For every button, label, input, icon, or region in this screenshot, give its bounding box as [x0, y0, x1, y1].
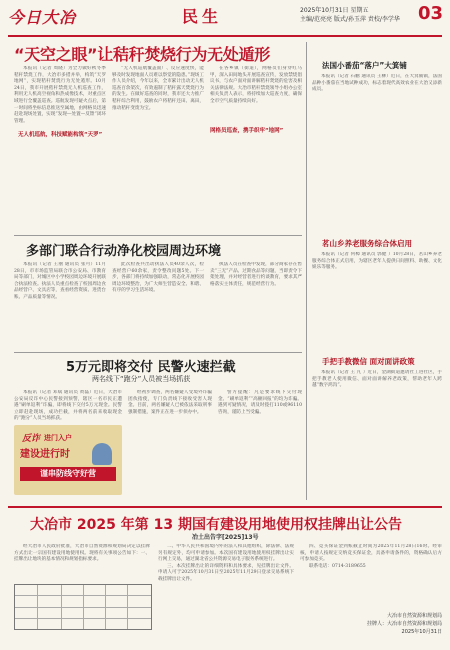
table-col-line — [105, 585, 106, 629]
notice-headline: 大冶市 2025 年第 13 期国有建设用地使用权挂牌出让公告 — [30, 517, 402, 533]
section-divider — [14, 235, 302, 236]
notice-body-1: 经大冶市人民政府批准，大冶市自然资源和规划局决定以挂牌方式出让一宗国有建设用地使用权。现将有关事项公告如下：一、挂牌出让地块的基本情况和规划指标要求。 — [14, 544, 150, 563]
notice-column-3 — [300, 544, 442, 606]
police-figure-icon — [92, 443, 112, 465]
story2-column-1 — [14, 262, 106, 348]
story3-column-2 — [128, 390, 212, 500]
lead-headline: “天空之眼”让秸秆焚烧行为无处遁形 — [14, 45, 270, 64]
promo-line-3: 建设进行时 — [20, 449, 70, 460]
story2-body-1: 本报讯（记者 王丽 通讯员 张可）11月28日，市市场监管局联合市公安局、市教育局等部门，对城区中小学校园周边环境开展联合执法检查。执法人员重点检查了校园周边食品经营户、文具店等，查看经营资质、进货台账、产品质量等情况。 — [14, 262, 106, 300]
promo-line-1: 反诈 — [22, 434, 41, 444]
right-story-c-headline: 手把手教微信 面对面讲政策 — [322, 357, 415, 366]
right-story-a-headline: 法国小番茄“落户”大箕铺 — [322, 61, 407, 70]
land-parcel-table — [14, 584, 152, 630]
notice-issuer-2: 挂牌人：大冶市自然资源和规划局 — [366, 621, 442, 627]
notice-column-2 — [158, 544, 294, 644]
lead-subhead-1: 无人机巡航，科技赋能构筑“天罗” — [18, 132, 103, 138]
notice-body-2: 二、中华人民共和国境内外的法人和其他组织，除法律、法规另有规定外，均可申请参加。本次国有建设用地使用权挂牌出让实行网上交易，通过湖北省公共资源交易电子服务系统进行。 — [158, 544, 294, 563]
section-divider — [14, 352, 302, 353]
notice-body-4: 四、竞买保证金到账截止时间为2025年11月28日16时。经审核，申请人按规定交纳竞买保证金，具备申请条件的，资格确认后方可参加竞买。 — [300, 544, 442, 563]
lead-column-2 — [112, 66, 204, 230]
lead-body-2: “无人机巡航覆盖面广、反应速度快，能够及时发现地面人员难以察觉的隐患。”现场工作人员介绍，今年以来，全市累计出动无人机巡查百余架次，有效遏制了秸秆露天焚烧行为的发生。在做好巡查的同时，我市还大力推广秸秆综合利用，鼓励农户将秸秆还田、离田，推动秸秆变废为宝。 — [112, 66, 204, 111]
table-col-line — [127, 585, 128, 629]
story3-headline: 5万元即将交付 民警火速拦截 — [66, 360, 236, 375]
notice-reference: 冶土出告字[2025]13号 — [192, 534, 259, 541]
lead-column-1 — [14, 66, 106, 230]
story3-column-1 — [14, 390, 122, 422]
masthead-rule — [8, 35, 442, 37]
story3-body-1: 本报讯（记者 邓斌 通讯员 黄磊）近日，大冶市公安局反诈中心民警接到预警，辖区一名市民正遭遇“刷单返利”诈骗，即将线下交付5万元现金。民警立即赶赴现场，成功拦截，并将两名前来收取现金的“跑分”人员当场抓获。 — [14, 390, 122, 422]
table-col-line — [37, 585, 38, 629]
right-story-a-body: 本报讯（记者 石鹏 通讯员 王柳）近日，在大箕铺镇，法国品种小番茄在当地试种成功，标志着现代高效农业在大冶又添新成员。 — [312, 74, 442, 93]
story2-body-3: 执法人员在检查中发现，部分商家存在售卖“三无”产品、过期食品等问题，当即责令下架处理，并对经营者进行约谈教育，要求其严格落实主体责任，规范经营行为。 — [210, 262, 302, 287]
section-title: 民生 — [182, 7, 223, 26]
notice-contact: 联系电话：0714-3189655 — [309, 563, 366, 569]
right-story-b-headline: 茗山乡养老服务综合体启用 — [322, 239, 412, 248]
table-col-line — [61, 585, 62, 629]
story3-body-2: 经初步调查，两名嫌疑人受境外诈骗团伙指使，专门负责线下接收受害人现金。目前，两名嫌疑人已被依法采取刑事强制措施，案件正在进一步侦办中。 — [128, 390, 212, 415]
story3-column-3 — [218, 390, 302, 500]
notice-issuer: 大冶市自然资源和规划局 — [386, 613, 442, 619]
right-story-c-body: 本报讯（记者 王 凡 ）近日，金湖街道邀请社工进社区，手把手教老人使用微信、面对面讲解养老政策，帮助老年人跨越“数字鸿沟”。 — [312, 370, 442, 389]
story3-deck: 两名线下“跑分”人员被当场抓获 — [92, 375, 191, 383]
story2-column-2 — [112, 262, 204, 348]
page-number: 03 — [418, 3, 444, 24]
lead-column-3 — [210, 66, 302, 230]
newspaper-logo: 今日大冶 — [8, 8, 77, 27]
issue-date: 2025年10月31日 星期五 — [300, 7, 369, 14]
story2-body-2: 此次检查共出动执法人员40余人次，检查经营户60余家，责令整改问题5处。下一步，各部门将持续加强联动，常态化开展校园周边环境整治，为广大师生营造安全、和谐、有序的学习生活环境。 — [112, 262, 204, 294]
story2-column-3 — [210, 262, 302, 348]
notice-body-3: 三、本次挂牌出让的详细资料和具体要求，见挂牌出让文件。申请人可于2025年10月31日至2025年11月29日登录交易系统下载挂牌出让文件。 — [158, 563, 294, 582]
editor-line: 主编/范亮亮 版式/孙玉萍 责校/李学华 — [300, 16, 400, 23]
promo-banner: 谨串防线守好营 — [20, 467, 116, 481]
promo-line-2: 进门入户 — [44, 434, 72, 442]
masthead — [0, 0, 450, 36]
anti-fraud-promo — [14, 425, 122, 495]
right-story-a-column — [312, 74, 442, 234]
notice-rule — [8, 506, 442, 508]
story3-body-3: 警方提醒：凡是要求线下交付现金、“刷单返利”“高额回报”的均为诈骗。遇到可疑情况，请及时拨打110或96110咨询，谨防上当受骗。 — [218, 390, 302, 415]
table-col-line — [83, 585, 84, 629]
story2-headline: 多部门联合行动净化校园周边环境 — [26, 244, 222, 259]
right-story-c-column — [312, 370, 442, 500]
column-divider — [306, 42, 307, 500]
notice-issue-date: 2025年10月31日 — [401, 629, 442, 635]
notice-signature — [300, 612, 442, 636]
notice-column-1 — [14, 544, 150, 582]
date-box — [300, 6, 400, 24]
right-story-b-body: 本报讯（记者 何樟 通讯员 郭健 ）10月28日，茗山乡养老服务综合体正式启用，为辖区老年人提供日间照料、助餐、文化娱乐等服务。 — [312, 252, 442, 271]
lead-body-1: 本报讯（记者 周晓）为全力做好秋冬季秸秆禁烧工作，大冶市多措并举，构筑“天罗地网”，实现秸秆焚烧行为无处遁形。10月24日，我市开展秸秆禁烧无人机巡查工作，利用无人机高空视角和热成像技术，对重点区域进行全覆盖巡查。巡航发现可疑火点后，第一时间将坐标信息推送至属地，由网格员迅速赶赴现场处置，实现“发现—处置—反馈”闭环管理。 — [14, 66, 106, 124]
right-story-b-column — [312, 252, 442, 352]
lead-subhead-2: 网格员巡查，携手织牢“地网” — [210, 128, 284, 134]
lead-body-3: 在各乡镇（街道），网格员们身穿红马甲，深入田间地头开展巡查宣传，发放禁烧倡议书，与农户面对面讲解秸秆焚烧的危害及相关法律法规。大冶市秸秆禁烧领导小组办公室相关负责人表示，将持续加大巡查力度，确保全市空气质量持续向好。 — [210, 66, 302, 104]
